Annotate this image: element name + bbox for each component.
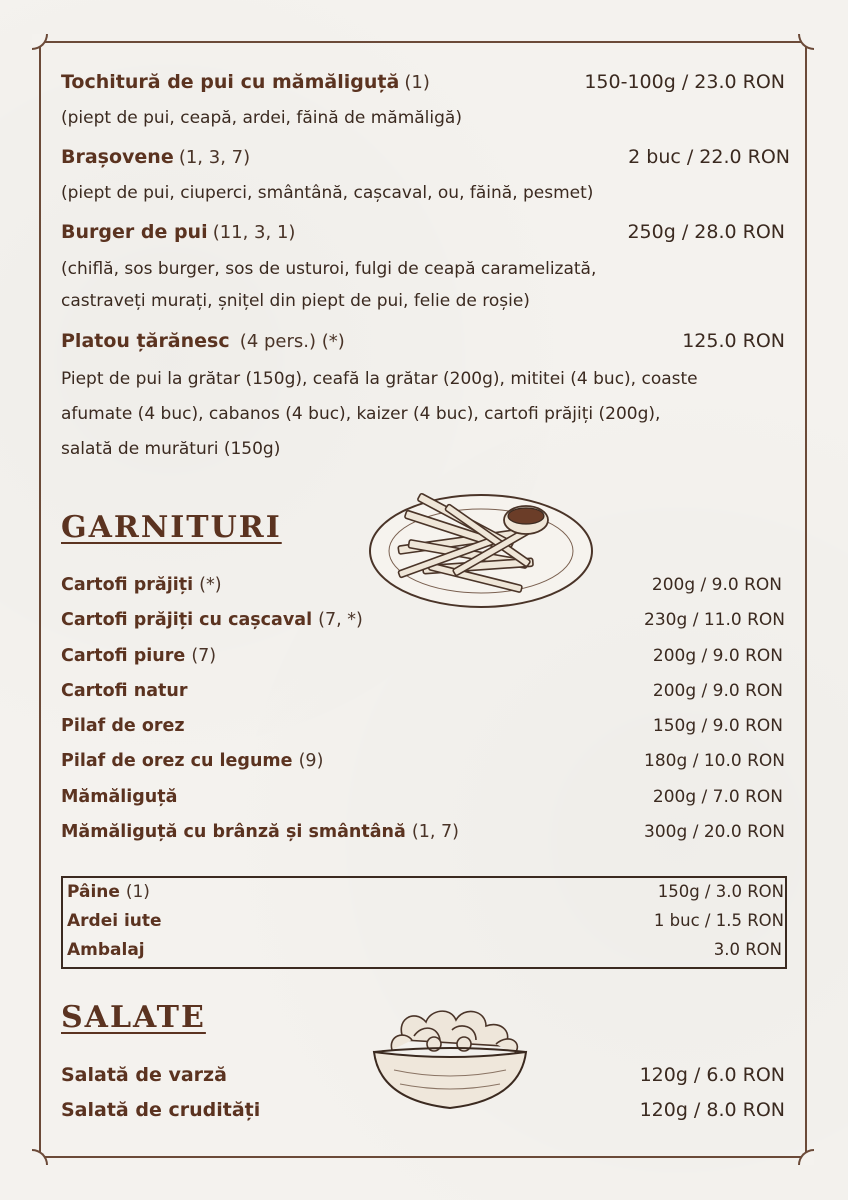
salad-item-name: Salată de varză [61,1064,227,1086]
menu-item-price: 2 buc / 22.0 RON [628,146,790,168]
garnitura-name: Cartofi prăjiți (*) [61,575,222,595]
menu-item-price: 150-100g / 23.0 RON [584,71,785,93]
extra-item-price: 150g / 3.0 RON [657,882,784,901]
menu-item-name: Platou țărănesc (4 pers.) (*) [61,330,345,352]
menu-item-name: Burger de pui (11, 3, 1) [61,221,296,243]
menu-item-price: 250g / 28.0 RON [627,221,785,243]
menu-item-name: Tochitură de pui cu mămăliguță (1) [61,71,430,93]
menu-item-description: castraveți murați, șnițel din piept de pui, felie de roșie) [61,291,530,311]
garnitura-price: 200g / 9.0 RON [652,681,783,701]
salad-item-price: 120g / 6.0 RON [639,1064,785,1086]
menu-item-description: Piept de pui la grătar (150g), ceafă la grătar (200g), mititei (4 buc), coaste [61,369,698,389]
salad-item-price: 120g / 8.0 RON [639,1099,785,1121]
menu-item-description: (chiflă, sos burger, sos de usturoi, fulgi de ceapă caramelizată, [61,259,597,279]
garnitura-price: 200g / 7.0 RON [652,787,783,807]
salad-item-name: Salată de crudități [61,1099,261,1121]
garnitura-name: Pilaf de orez [61,716,185,736]
section-title-salate: SALATE [61,1000,206,1035]
garnitura-price: 230g / 11.0 RON [644,610,785,630]
frame-corner [798,34,814,50]
extra-item-name: Pâine (1) [67,882,150,902]
menu-item-description: (piept de pui, ciuperci, smântână, cașcaval, ou, făină, pesmet) [61,183,594,203]
allergen-list: (11, 3, 1) [212,222,296,243]
garnitura-name: Pilaf de orez cu legume (9) [61,751,324,771]
garnitura-name: Cartofi piure (7) [61,646,217,666]
garnitura-price: 180g / 10.0 RON [644,751,785,771]
extra-item-price: 3.0 RON [713,940,782,959]
menu-item-name: Brașovene (1, 3, 7) [61,146,251,168]
allergen-list: (1) [404,72,430,93]
salad-bowl-illustration-icon [364,1000,536,1112]
section-title-garnituri: GARNITURI [61,510,282,545]
garnitura-price: 200g / 9.0 RON [652,646,783,666]
garnitura-price: 200g / 9.0 RON [651,575,782,595]
garnitura-price: 300g / 20.0 RON [644,822,785,842]
garnitura-name: Cartofi prăjiți cu cașcaval (7, *) [61,610,363,630]
menu-item-price: 125.0 RON [682,330,785,352]
menu-item-description: (piept de pui, ceapă, ardei, făină de mămăligă) [61,108,462,128]
garnitura-name: Mămăliguță cu brânză și smântână (1, 7) [61,822,459,842]
fries-plate-illustration-icon [368,492,598,610]
extra-item-name: Ardei iute [67,911,162,931]
allergen-list: (1, 3, 7) [178,147,251,168]
extra-item-price: 1 buc / 1.5 RON [653,911,784,930]
garnitura-name: Cartofi natur [61,681,188,701]
extra-item-name: Ambalaj [67,940,145,960]
garnitura-name: Mămăliguță [61,787,178,807]
allergen-list: (4 pers.) (*) [239,331,345,352]
menu-item-description: afumate (4 buc), cabanos (4 buc), kaizer (4 buc), cartofi prăjiți (200g), [61,404,661,424]
menu-item-description: salată de murături (150g) [61,439,281,459]
frame-corner [32,34,48,50]
garnitura-price: 150g / 9.0 RON [652,716,783,736]
frame-corner [798,1149,814,1165]
frame-corner [32,1149,48,1165]
